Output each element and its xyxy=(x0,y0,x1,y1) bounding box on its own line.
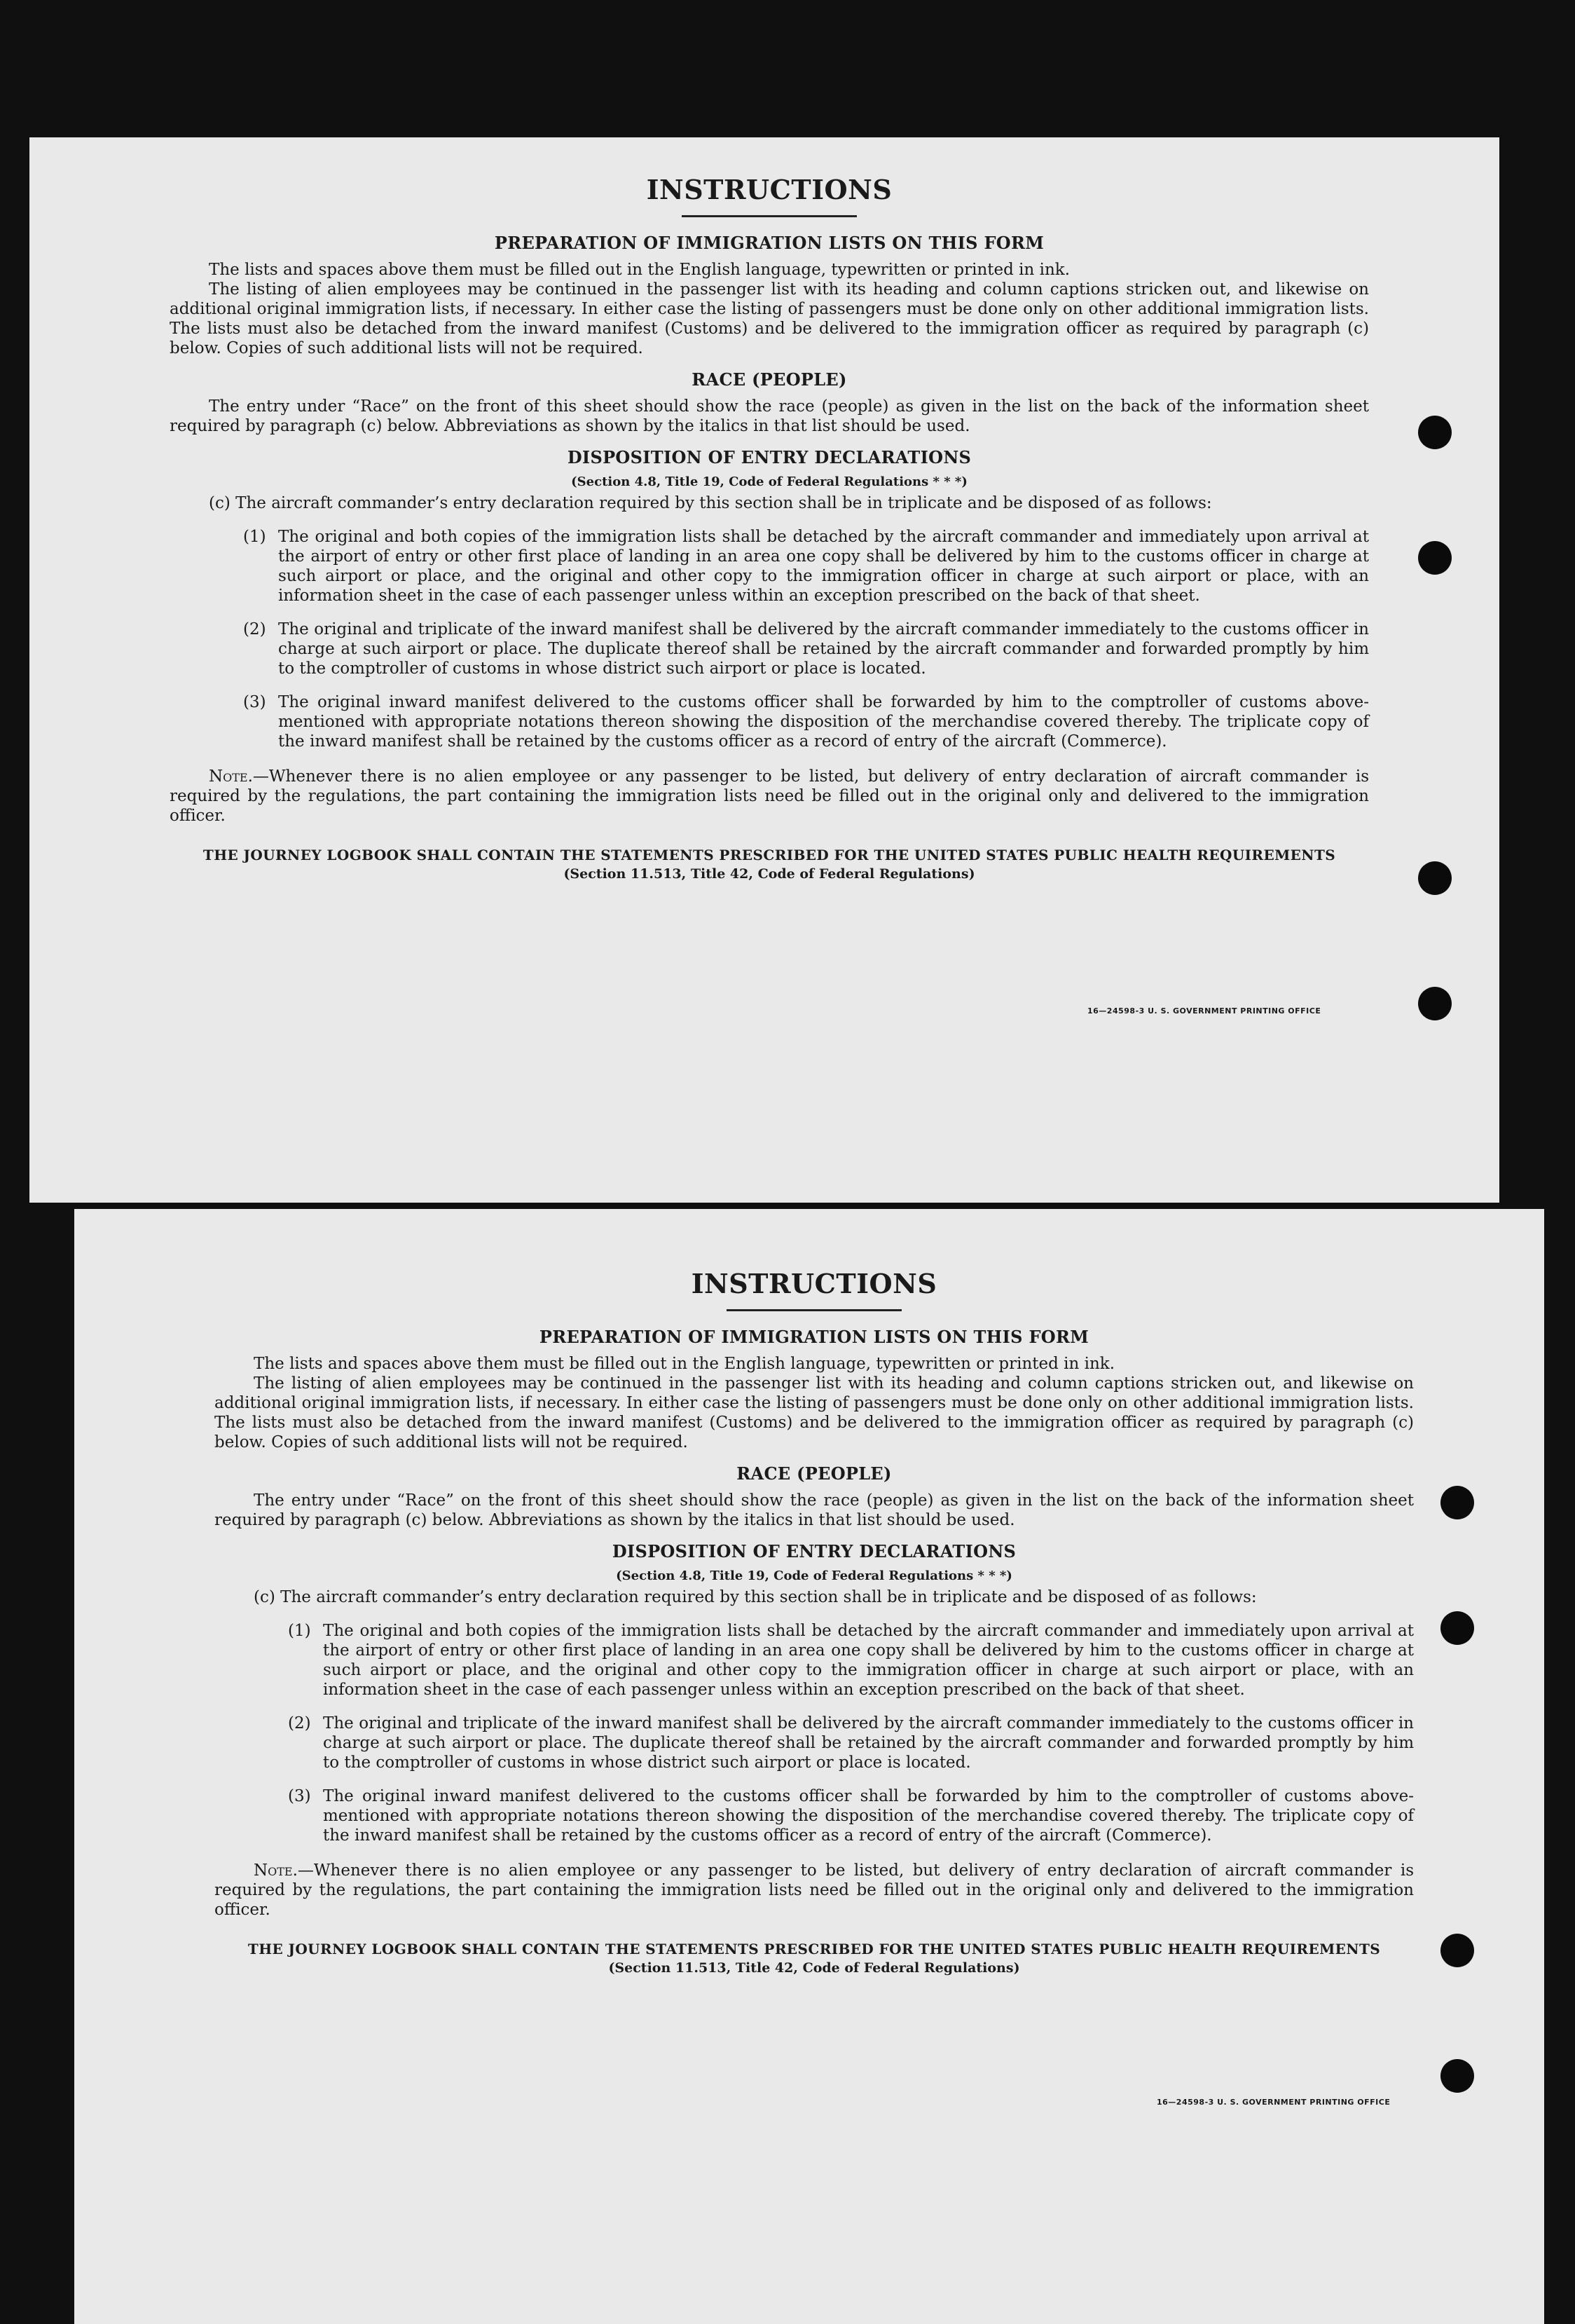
note-label: Note. xyxy=(254,1861,298,1880)
punch-hole xyxy=(1440,1611,1474,1645)
section-heading-preparation: PREPARATION OF IMMIGRATION LISTS ON THIS FORM xyxy=(494,233,1045,253)
note-paragraph xyxy=(170,767,1369,826)
printing-office-code: 16—24598-3 U. S. GOVERNMENT PRINTING OFFICE xyxy=(1087,1006,1321,1016)
note-text: —Whenever there is no alien employee or any passenger to be listed, but delivery of entry declaration of aircraft commander is required by the regulations, the part containing the immigration lists need be filled out in the original only and delivered to the immigration officer. xyxy=(170,767,1369,825)
item-text: The original and triplicate of the inward manifest shall be delivered by the aircraft commander immediately to the customs officer in charge at such airport or place. The duplicate thereof shall be retained by the aircraft commander and forwarded promptly by him to the comptroller of customs in whose district such airport or place is located. xyxy=(278,620,1369,678)
item-number: (2) xyxy=(243,620,266,638)
punch-hole xyxy=(1440,1934,1474,1967)
paragraph-alien-employees: The listing of alien employees may be continued in the passenger list with its heading and column captions stricken out, and likewise on additional original immigration lists, if necessary. In either case the listing of passengers must be done only on other additional immigration lists. The lists must also be detached from the inward manifest (Customs) and be delivered to the immigration officer as required by paragraph (c) below. Copies of such additional lists will not be required. xyxy=(214,1374,1414,1451)
item-number: (1) xyxy=(288,1622,311,1640)
note-text: —Whenever there is no alien employee or any passenger to be listed, but delivery of entry declaration of aircraft commander is required by the regulations, the part containing the immigration lists need be filled out in the original only and delivered to the immigration officer. xyxy=(214,1861,1414,1919)
instruction-sheet-bottom xyxy=(74,1209,1544,2324)
section-heading-race: RACE (PEOPLE) xyxy=(692,369,847,390)
punch-hole xyxy=(1440,2059,1474,2093)
item-number: (3) xyxy=(288,1787,311,1805)
title-rule xyxy=(682,215,857,217)
sheet-content xyxy=(170,174,1369,882)
item-text: The original inward manifest delivered to the customs officer shall be forwarded by him to the comptroller of customs above-mentioned with appropriate notations thereon showing the disposition of the merchandise covered thereby. The triplicate copy of the inward manifest shall be retained by the customs officer as a record of entry of the aircraft (Commerce). xyxy=(278,693,1369,751)
section-heading-disposition: DISPOSITION OF ENTRY DECLARATIONS xyxy=(612,1541,1017,1561)
item-text: The original inward manifest delivered to the customs officer shall be forwarded by him to the comptroller of customs above-mentioned with appropriate notations thereon showing the disposition of the merchandise covered thereby. The triplicate copy of the inward manifest shall be retained by the customs officer as a record of entry of the aircraft (Commerce). xyxy=(323,1787,1414,1845)
paragraph-race: The entry under “Race” on the front of this sheet should show the race (people) as given in the list on the back of the information sheet required by paragraph (c) below. Abbreviations as shown by the italics in that list should be used. xyxy=(214,1491,1414,1529)
list-item xyxy=(170,620,1369,678)
footer-citation: (Section 11.513, Title 42, Code of Federal Regulations) xyxy=(608,1960,1020,1976)
section-heading-preparation: PREPARATION OF IMMIGRATION LISTS ON THIS FORM xyxy=(539,1327,1089,1347)
list-item xyxy=(214,1786,1414,1845)
footer-statement: THE JOURNEY LOGBOOK SHALL CONTAIN THE STATEMENTS PRESCRIBED FOR THE UNITED STATES PUBLIC HEALTH REQUIREMENTS xyxy=(247,1941,1381,1957)
note-label: Note. xyxy=(209,767,253,786)
footer-citation: (Section 11.513, Title 42, Code of Federal Regulations) xyxy=(563,866,975,882)
paragraph-lists-language: The lists and spaces above them must be filled out in the English language, typewritten or printed in ink. xyxy=(209,261,1071,279)
punch-hole xyxy=(1418,987,1452,1020)
clause-c: (c) The aircraft commander’s entry declaration required by this section shall be in triplicate and be disposed of as follows: xyxy=(209,494,1212,512)
section-heading-disposition: DISPOSITION OF ENTRY DECLARATIONS xyxy=(567,447,972,467)
item-text: The original and both copies of the immigration lists shall be detached by the aircraft commander and immediately upon arrival at the airport of entry or other first place of landing in an area one copy shall be delivered by him to the customs officer in charge at such airport or place, and the original and other copy to the immigration officer in charge at such airport or place, with an information sheet in the case of each passenger unless within an exception prescribed on the back of that sheet. xyxy=(278,528,1369,605)
item-text: The original and triplicate of the inward manifest shall be delivered by the aircraft commander immediately to the customs officer in charge at such airport or place. The duplicate thereof shall be retained by the aircraft commander and forwarded promptly by him to the comptroller of customs in whose district such airport or place is located. xyxy=(323,1714,1414,1772)
paragraph-alien-employees: The listing of alien employees may be continued in the passenger list with its heading and column captions stricken out, and likewise on additional original immigration lists, if necessary. In either case the listing of passengers must be done only on other additional immigration lists. The lists must also be detached from the inward manifest (Customs) and be delivered to the immigration officer as required by paragraph (c) below. Copies of such additional lists will not be required. xyxy=(170,280,1369,357)
note-paragraph xyxy=(214,1861,1414,1920)
paragraph-race: The entry under “Race” on the front of this sheet should show the race (people) as given in the list on the back of the information sheet required by paragraph (c) below. Abbreviations as shown by the italics in that list should be used. xyxy=(170,397,1369,435)
title-rule xyxy=(727,1309,902,1311)
item-number: (2) xyxy=(288,1714,311,1732)
instruction-sheet-top xyxy=(29,137,1499,1203)
item-text: The original and both copies of the immigration lists shall be detached by the aircraft commander and immediately upon arrival at the airport of entry or other first place of landing in an area one copy shall be delivered by him to the customs officer in charge at such airport or place, and the original and other copy to the immigration officer in charge at such airport or place, with an information sheet in the case of each passenger unless within an exception prescribed on the back of that sheet. xyxy=(323,1622,1414,1699)
section-citation: (Section 4.8, Title 19, Code of Federal Regulations * * *) xyxy=(616,1568,1012,1583)
printing-office-code: 16—24598-3 U. S. GOVERNMENT PRINTING OFFICE xyxy=(1157,2098,1391,2107)
section-heading-race: RACE (PEOPLE) xyxy=(736,1463,892,1484)
sheet-title: INSTRUCTIONS xyxy=(691,1268,937,1299)
footer-statement: THE JOURNEY LOGBOOK SHALL CONTAIN THE STATEMENTS PRESCRIBED FOR THE UNITED STATES PUBLIC HEALTH REQUIREMENTS xyxy=(202,847,1336,863)
item-number: (1) xyxy=(243,528,266,546)
punch-hole xyxy=(1418,541,1452,575)
punch-hole xyxy=(1418,416,1452,449)
list-item xyxy=(170,692,1369,751)
section-citation: (Section 4.8, Title 19, Code of Federal Regulations * * *) xyxy=(571,474,968,489)
list-item xyxy=(214,1714,1414,1772)
clause-c: (c) The aircraft commander’s entry declaration required by this section shall be in triplicate and be disposed of as follows: xyxy=(254,1588,1257,1606)
sheet-title: INSTRUCTIONS xyxy=(646,174,893,205)
paragraph-lists-language: The lists and spaces above them must be filled out in the English language, typewritten or printed in ink. xyxy=(254,1355,1115,1373)
sheet-content xyxy=(214,1268,1414,1976)
item-number: (3) xyxy=(243,693,266,711)
list-item xyxy=(170,527,1369,606)
punch-hole xyxy=(1440,1486,1474,1519)
punch-hole xyxy=(1418,861,1452,895)
list-item xyxy=(214,1621,1414,1700)
